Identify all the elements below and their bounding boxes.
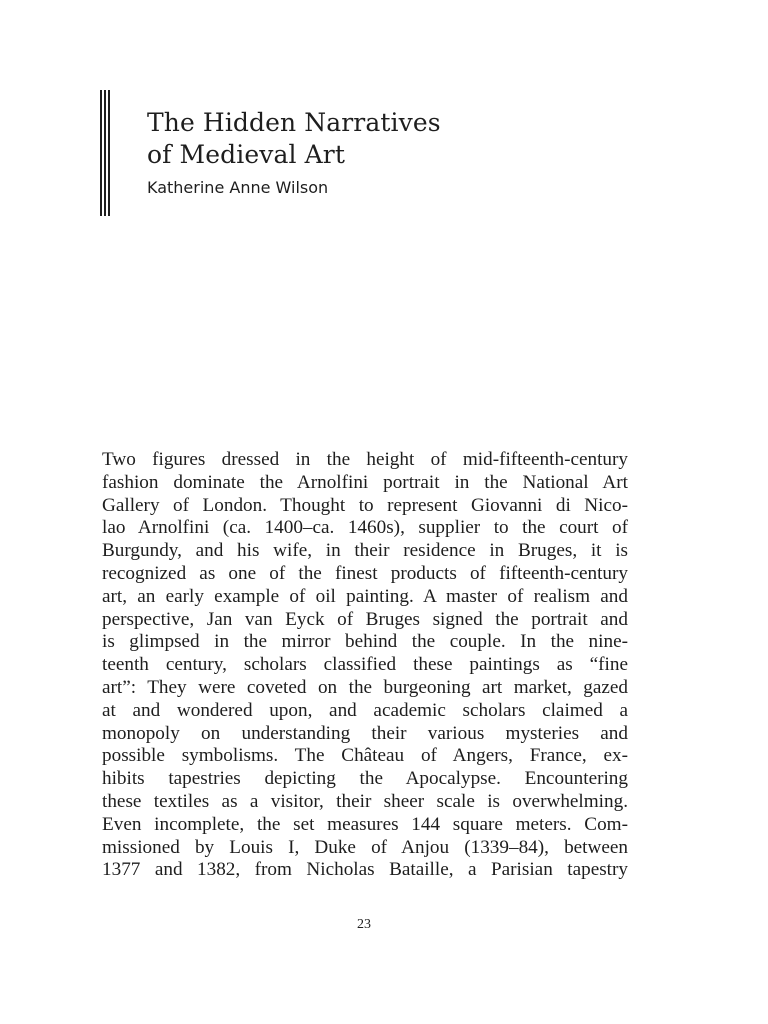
- chapter-author: Katherine Anne Wilson: [147, 178, 329, 197]
- decorative-rule: [100, 90, 102, 216]
- text-line: possible symbolisms. The Château of Angers, France, ex-: [102, 745, 628, 767]
- text-line: lao Arnolfini (ca. 1400–ca. 1460s), supplier to the court of: [102, 517, 628, 539]
- text-line: missioned by Louis I, Duke of Anjou (1339–84), between: [102, 836, 628, 858]
- text-line: fashion dominate the Arnolfini portrait in the National Art: [102, 471, 628, 493]
- text-line: Even incomplete, the set measures 144 square meters. Com-: [102, 813, 628, 835]
- body-paragraph: [102, 449, 628, 882]
- text-line: these textiles as a visitor, their sheer scale is overwhelming.: [102, 790, 628, 812]
- page-number: 23: [357, 917, 371, 932]
- chapter-title-line: The Hidden Narratives: [147, 108, 441, 137]
- text-line: 1377 and 1382, from Nicholas Bataille, a Parisian tapestry: [102, 859, 628, 881]
- text-line: art, an early example of oil painting. A master of realism and: [102, 585, 628, 607]
- text-line: perspective, Jan van Eyck of Bruges signed the portrait and: [102, 608, 628, 630]
- text-line: Burgundy, and his wife, in their residence in Bruges, it is: [102, 540, 628, 562]
- text-line: Gallery of London. Thought to represent Giovanni di Nico-: [102, 494, 628, 516]
- text-line: monopoly on understanding their various mysteries and: [102, 722, 628, 744]
- text-line: is glimpsed in the mirror behind the couple. In the nine-: [102, 631, 628, 653]
- text-line: recognized as one of the finest products of fifteenth-century: [102, 562, 628, 584]
- text-line: hibits tapestries depicting the Apocalypse. Encountering: [102, 768, 628, 790]
- chapter-title: [147, 107, 441, 171]
- chapter-title-line: of Medieval Art: [147, 140, 345, 169]
- title-decorative-bars: [100, 90, 112, 216]
- decorative-rule: [104, 90, 106, 216]
- text-line: at and wondered upon, and academic scholars claimed a: [102, 699, 628, 721]
- text-line: art”: They were coveted on the burgeoning art market, gazed: [102, 676, 628, 698]
- decorative-rule: [108, 90, 110, 216]
- text-line: teenth century, scholars classified these paintings as “fine: [102, 654, 628, 676]
- text-line: Two figures dressed in the height of mid-fifteenth-century: [102, 449, 628, 470]
